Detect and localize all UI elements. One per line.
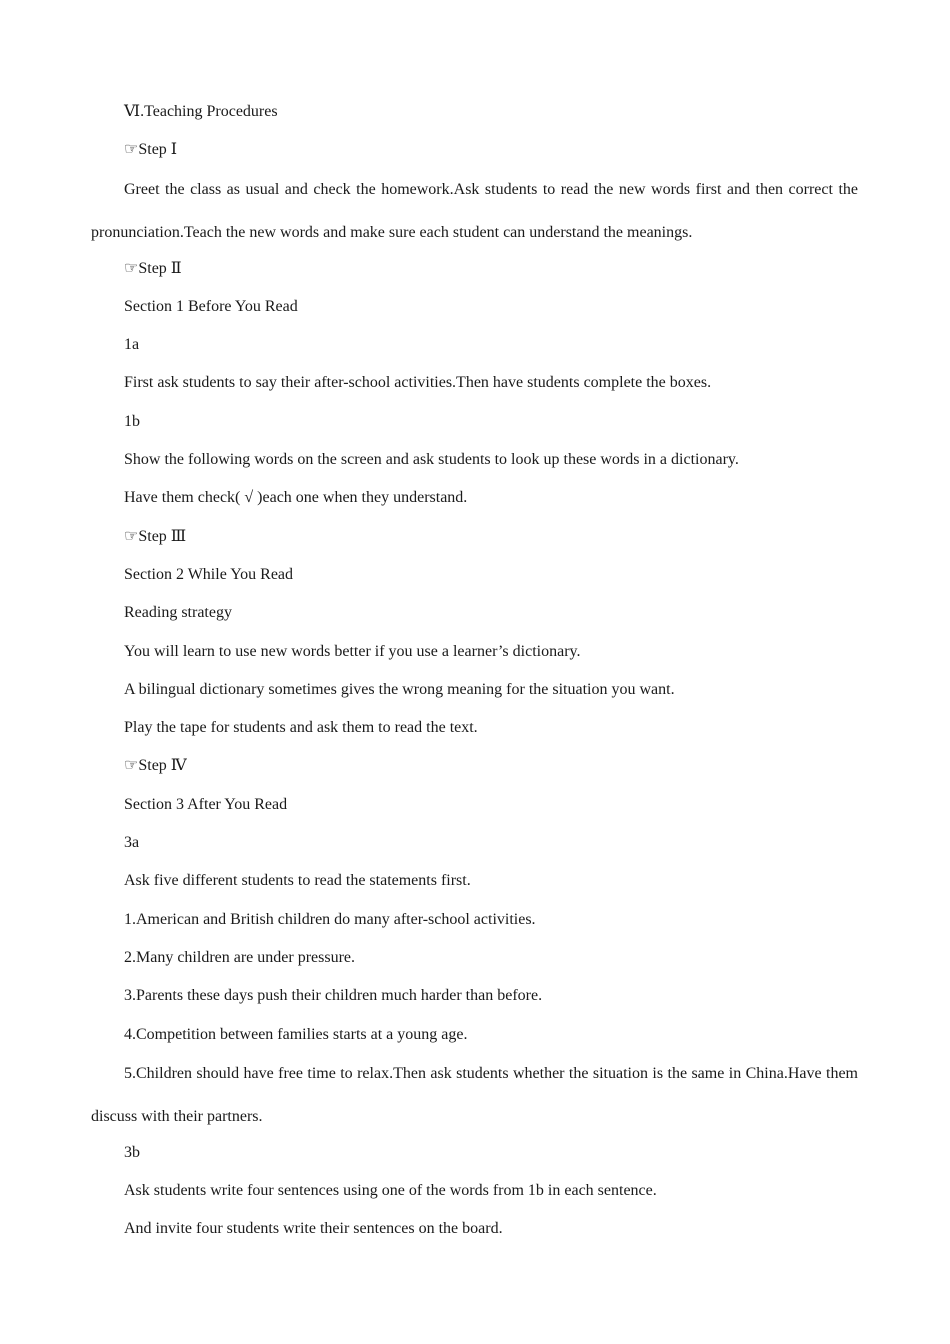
statement-4: 4.Competition between families starts at a young age. bbox=[124, 1025, 468, 1043]
activity-3b-label: 3b bbox=[124, 1143, 140, 1161]
activity-3a-paragraph: Ask five different students to read the statements first. bbox=[124, 872, 471, 890]
reading-strategy-label: Reading strategy bbox=[124, 604, 232, 622]
section-2-heading: Section 2 While You Read bbox=[124, 565, 294, 583]
section-1-heading: Section 1 Before You Read bbox=[124, 297, 298, 315]
activity-1a-paragraph: First ask students to say their after-school activities.Then have students complete the boxes. bbox=[124, 374, 712, 392]
document-page bbox=[91, 99, 858, 1255]
step-4-heading: ☞Step Ⅳ bbox=[124, 757, 187, 775]
statement-5: 5.Children should have free time to relax.Then ask students whether the situation is the same in China.Have them discuss with their partners. bbox=[91, 1064, 858, 1125]
play-tape-paragraph: Play the tape for students and ask them to read the text. bbox=[124, 719, 478, 737]
activity-1b-check-paragraph: Have them check( √ )each one when they understand. bbox=[124, 489, 468, 507]
step-1-paragraph: Greet the class as usual and check the homework.Ask students to read the new words first and then correct the pronunciation.Teach the new words and make sure each student can understand the meanings. bbox=[91, 180, 858, 241]
section-heading-teaching-procedures: Ⅵ.Teaching Procedures bbox=[124, 103, 278, 120]
activity-3b-paragraph: Ask students write four sentences using one of the words from 1b in each sentence. bbox=[124, 1182, 657, 1200]
reading-strategy-paragraph-1: You will learn to use new words better if you use a learner’s dictionary. bbox=[124, 642, 581, 660]
step-2-heading: ☞Step Ⅱ bbox=[124, 259, 182, 277]
activity-1b-label: 1b bbox=[124, 412, 140, 430]
statement-1: 1.American and British children do many after-school activities. bbox=[124, 910, 536, 928]
activity-1a-label: 1a bbox=[124, 336, 140, 354]
statement-3: 3.Parents these days push their children much harder than before. bbox=[124, 987, 543, 1005]
activity-3a-label: 3a bbox=[124, 834, 140, 852]
step-1-heading: ☞Step Ⅰ bbox=[124, 141, 178, 159]
step-3-heading: ☞Step Ⅲ bbox=[124, 527, 187, 545]
activity-3b-board-paragraph: And invite four students write their sentences on the board. bbox=[124, 1220, 503, 1238]
activity-1b-paragraph: Show the following words on the screen and ask students to look up these words in a dictionary. bbox=[124, 451, 739, 469]
section-3-heading: Section 3 After You Read bbox=[124, 795, 288, 813]
statement-2: 2.Many children are under pressure. bbox=[124, 948, 356, 966]
reading-strategy-paragraph-2: A bilingual dictionary sometimes gives the wrong meaning for the situation you want. bbox=[124, 680, 675, 698]
